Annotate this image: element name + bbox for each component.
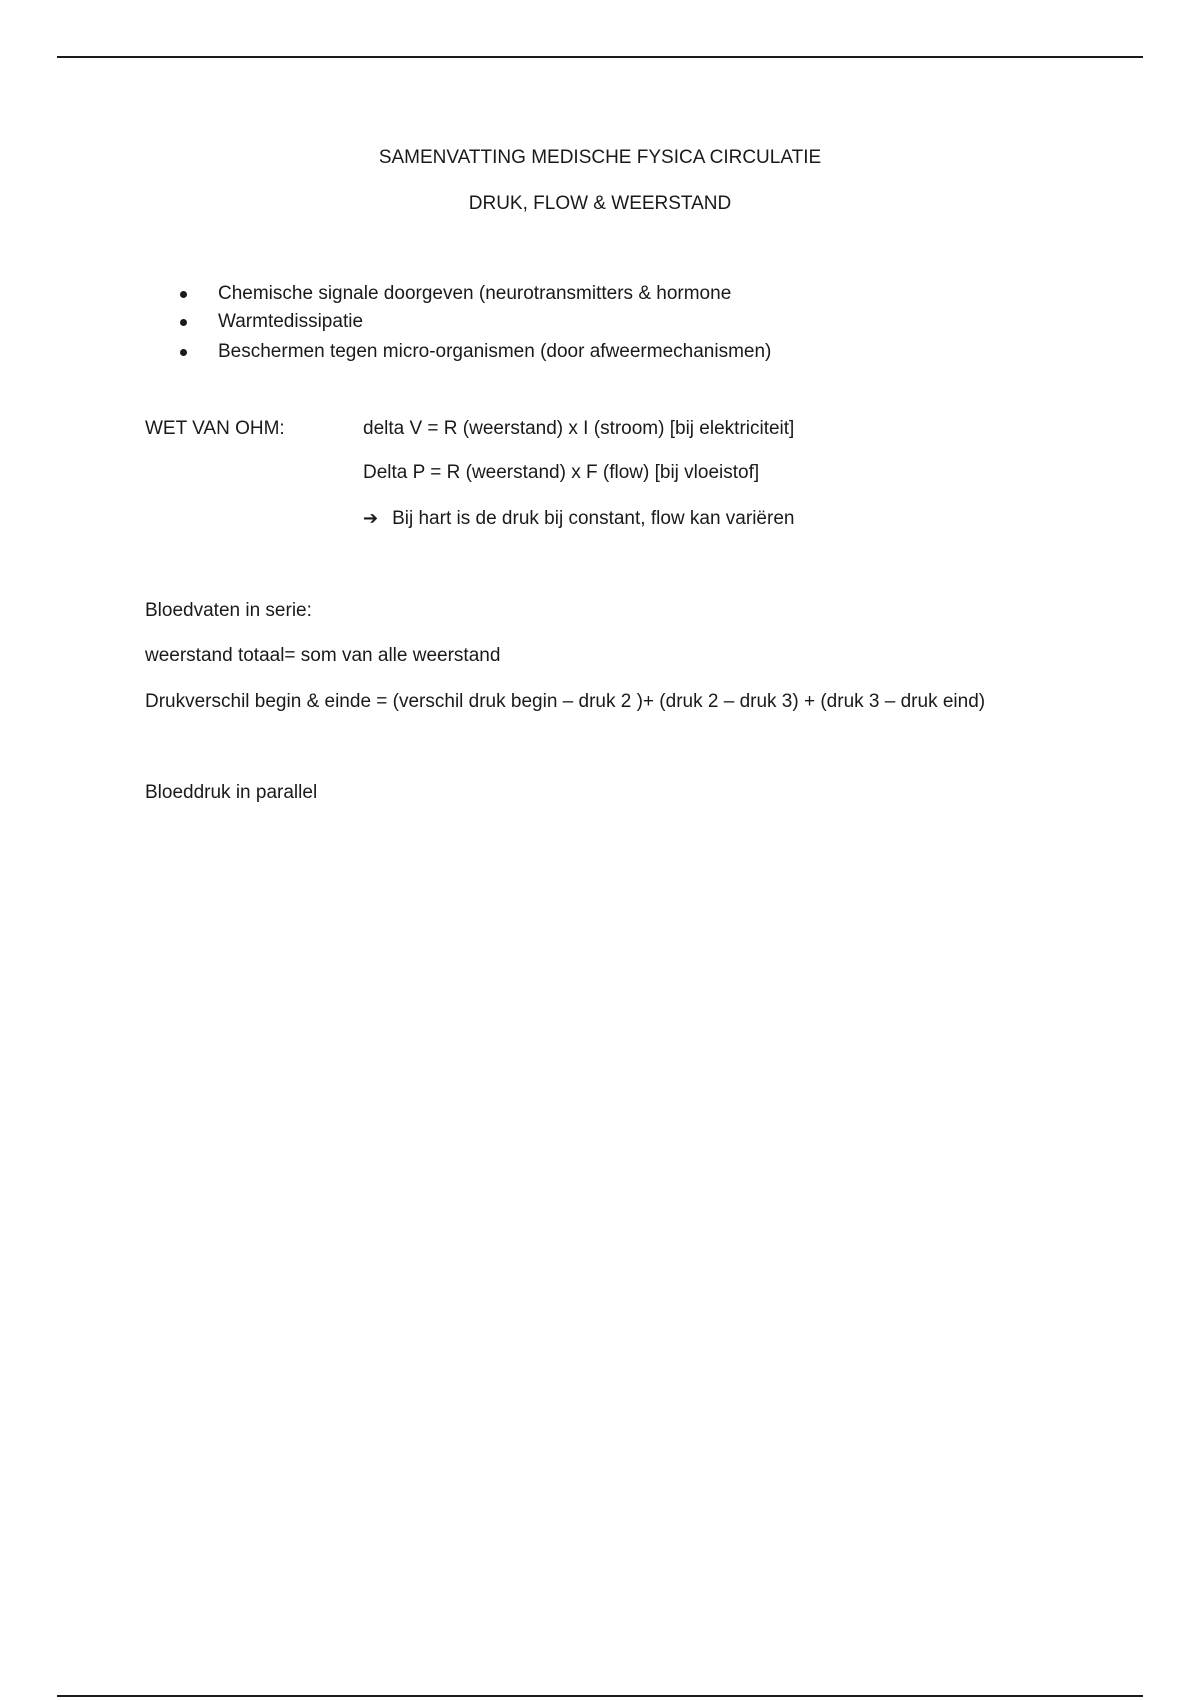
list-item: [178, 311, 771, 341]
serie-heading: Bloedvaten in serie:: [145, 600, 312, 621]
parallel-heading: Bloeddruk in parallel: [145, 782, 318, 803]
ohm-formula-fluid: Delta P = R (weerstand) x F (flow) [bij vloeistof]: [363, 462, 760, 483]
bullet-icon: [180, 349, 187, 356]
footer-rule: [57, 1695, 1143, 1697]
ohm-note-text: Bij hart is de druk bij constant, flow kan variëren: [392, 508, 795, 529]
list-item-text: Beschermen tegen micro-organismen (door afweermechanismen): [218, 341, 772, 362]
right-arrow-icon: ➔: [363, 508, 379, 528]
ohm-law-label: WET VAN OHM:: [145, 418, 285, 439]
list-item-text: Warmtedissipatie: [218, 311, 364, 332]
document-title: SAMENVATTING MEDISCHE FYSICA CIRCULATIE: [378, 147, 822, 168]
ohm-formula-electric: delta V = R (weerstand) x I (stroom) [bij elektriciteit]: [363, 418, 795, 439]
document-subtitle: DRUK, FLOW & WEERSTAND: [468, 193, 732, 214]
serie-pressure-line: Drukverschil begin & einde = (verschil druk begin – druk 2 )+ (druk 2 – druk 3) + (druk 3 – druk eind): [145, 691, 986, 712]
list-item-text: Chemische signale doorgeven (neurotransmitters & hormone: [218, 283, 732, 304]
ohm-note: [363, 508, 794, 530]
header-rule: [57, 56, 1143, 58]
list-item: [178, 341, 771, 369]
list-item: [178, 283, 771, 311]
function-list: [178, 283, 771, 369]
serie-resistance-line: weerstand totaal= som van alle weerstand: [145, 645, 501, 666]
bullet-icon: [180, 319, 187, 326]
bullet-icon: [180, 291, 187, 298]
